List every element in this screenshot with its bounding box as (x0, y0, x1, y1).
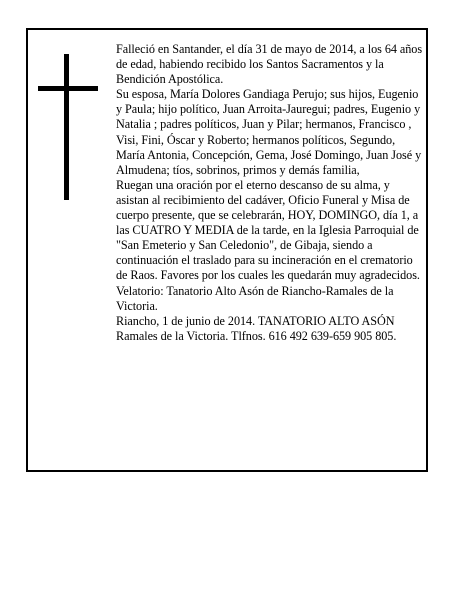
notice-footer: Riancho, 1 de junio de 2014. TANATORIO ALTO ASÓN Ramales de la Victoria. Tlfnos. 616 492 639-659 905 805. (116, 313, 397, 343)
latin-cross-icon (38, 54, 98, 200)
family-list: Su esposa, María Dolores Gandiaga Perujo; sus hijos, Eugenio y Paula; hijo político, Juan Arroita-Jauregui; padres, Eugenio y Natalia ; padres políticos, Juan y Pilar; hermanos, Francisco , Visi, Fini, Óscar y Roberto; hermanos políticos, Segundo, María Antonia, Concepción, Gema, José Domingo, Juan José y Almudena; tíos, sobrinos, primos y demás familia, (116, 87, 422, 177)
notice-text (116, 42, 424, 344)
obituary-notice (26, 28, 428, 472)
cross-vertical-bar (64, 54, 69, 200)
death-announcement: Falleció en Santander, el día 31 de mayo de 2014, a los 64 años de edad, habiendo recibido los Santos Sacramentos y la Bendición Apostólica. (116, 42, 423, 87)
funeral-details: Ruegan una oración por el eterno descanso de su alma, y asistan al recibimiento del cadáver, Oficio Funeral y Misa de cuerpo presente, que se celebrarán, HOY, DOMINGO, día 1, a las CUATRO Y MEDIA de la tarde, en la Iglesia Parroquial de "San Emeterio y San Celedonio", de Gibaja, siendo a continuación el traslado para su incineración en el crematorio de Raos. Favores por los cuales les quedarán muy agradecidos. Velatorio: Tanatorio Alto Asón de Riancho-Ramales de la Victoria. (116, 177, 420, 313)
cross-horizontal-bar (38, 86, 98, 91)
